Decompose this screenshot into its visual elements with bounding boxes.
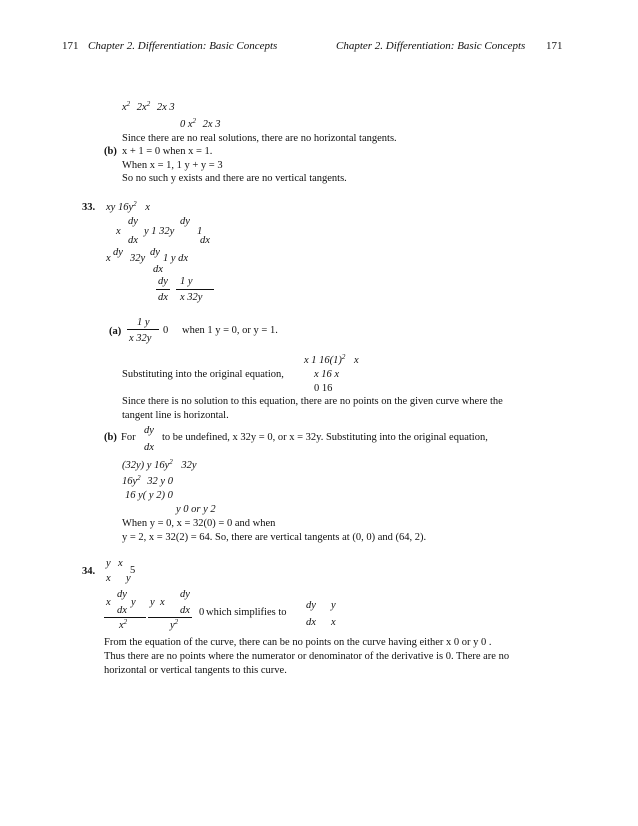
text-line: which simplifies to: [206, 607, 287, 618]
problem-number: 34.: [82, 566, 96, 577]
frac-denominator: x 32y: [129, 333, 152, 344]
eq-exponent: 2: [169, 458, 173, 466]
eq-exponent: 2: [133, 200, 137, 208]
eq-term: (32y) y 16y: [122, 460, 170, 471]
frac-numerator: dy: [150, 247, 160, 258]
text-line: When x = 1, 1 y + y = 3: [122, 160, 223, 171]
text-line: For: [121, 432, 136, 443]
eq-line: [304, 355, 359, 367]
frac-numerator: dy: [128, 216, 138, 227]
eq-line: 16 y( y 2) 0: [125, 490, 173, 501]
text-line: So no such y exists and there are no vertical tangents.: [122, 173, 347, 184]
frac-denominator: dx: [128, 235, 138, 246]
eq-exponent: 2: [123, 618, 128, 626]
frac-numerator: 1 y: [137, 317, 150, 328]
text-line: Since there is no solution to this equation, there are no points on the given curve where the: [122, 396, 503, 407]
text-line: Thus there are no points where the numerator or denominator of the derivative is 0. There are no: [104, 651, 510, 662]
text-line: to be undefined, x 32y = 0, or x = 32y. Substituting into the original equation,: [162, 432, 488, 443]
eq-term: x 1 16(1): [304, 355, 342, 366]
frac-numerator: y: [106, 558, 111, 569]
eq-term: 32 y 0: [147, 476, 173, 487]
eq-term: x: [119, 620, 124, 631]
eq-term: x: [106, 253, 111, 264]
frac-denominator: dx: [180, 605, 190, 616]
eq-term: 0 x: [180, 119, 193, 130]
frac-denominator: dx: [158, 292, 168, 303]
frac-denominator: x: [331, 617, 336, 628]
eq-term: x: [106, 597, 111, 608]
eq-term: 5: [130, 565, 136, 576]
eq-term: x: [160, 597, 165, 608]
eq-term: y: [150, 597, 155, 608]
frac-numerator: dy: [144, 425, 154, 436]
eq-line: [122, 476, 173, 488]
frac-denominator: x: [106, 573, 111, 584]
part-label: (a): [109, 326, 122, 337]
frac-denominator: dx: [117, 605, 127, 616]
frac-denominator: dx: [144, 442, 154, 453]
equation: [106, 202, 150, 214]
eq-exponent: 2: [174, 618, 179, 626]
eq-term: x: [354, 355, 359, 366]
eq-term: 2x 3: [156, 102, 175, 113]
frac-numerator: dy: [117, 589, 127, 600]
eq-term: x: [145, 202, 150, 213]
frac-denominator: x 32y: [180, 292, 203, 303]
problem-number: 33.: [82, 202, 96, 213]
eq-term: 2x 3: [202, 119, 221, 130]
eq-term: y: [170, 620, 175, 631]
frac-numerator: 1 y: [180, 276, 193, 287]
eq-term: 16y: [122, 476, 138, 487]
fraction-bar: [176, 289, 214, 290]
frac-denominator: dx: [306, 617, 316, 628]
frac-numerator: dy: [180, 589, 190, 600]
eq-term: 32y: [130, 253, 146, 264]
eq-line: 0 16: [314, 383, 333, 394]
eq-exponent: 2: [146, 100, 151, 108]
eq-term: 1: [197, 226, 203, 237]
text-line: Substituting into the original equation,: [122, 369, 284, 380]
fraction-bar: [156, 289, 170, 290]
frac-denominator: [170, 620, 178, 632]
conclusion-text: Since there are no real solutions, there are no horizontal tangents.: [122, 133, 397, 144]
eq-term: 2x: [136, 102, 147, 113]
part-label: (b): [104, 432, 117, 443]
eq-exponent: 2: [192, 117, 197, 125]
part-label: (b): [104, 146, 117, 157]
eq-exponent: 2: [341, 353, 346, 361]
eq-term: 1 y dx: [163, 253, 189, 264]
text-line: When y = 0, x = 32(0) = 0 and when: [122, 518, 276, 529]
text-line: horizontal or vertical tangents to this curve.: [104, 665, 287, 676]
eq-term: xy 16y: [106, 202, 134, 213]
eq-line: [122, 460, 197, 472]
frac-denominator: [119, 620, 127, 632]
eq-term: 0: [199, 607, 205, 618]
eq-term: y: [131, 597, 136, 608]
eq-exponent: 2: [126, 100, 131, 108]
eq-line: y 0 or y 2: [176, 504, 216, 515]
eq-term: x: [116, 226, 121, 237]
frac-numerator: dy: [158, 276, 168, 287]
text-line: x + 1 = 0 when x = 1.: [122, 146, 213, 157]
eq-term: 0: [163, 325, 169, 336]
eq-term: x: [122, 102, 127, 113]
frac-denominator: dx: [153, 264, 163, 275]
fraction-bar: [127, 329, 159, 330]
page-number-left: 171: [62, 40, 79, 52]
eq-line: x 16 x: [314, 369, 340, 380]
frac-numerator: dy: [306, 600, 316, 611]
frac-numerator: y: [331, 600, 336, 611]
text-line: when 1 y = 0, or y = 1.: [182, 325, 278, 336]
eq-line: [122, 102, 175, 114]
text-line: y = 2, x = 32(2) = 64. So, there are vertical tangents at (0, 0) and (64, 2).: [122, 532, 427, 543]
chapter-title-left: Chapter 2. Differentiation: Basic Concepts: [88, 40, 278, 52]
eq-term: y 1 32y: [144, 226, 175, 237]
fraction-bar: [148, 617, 192, 618]
eq-exponent: 2: [137, 474, 141, 482]
frac-denominator: dx: [200, 235, 210, 246]
frac-numerator: dy: [113, 247, 123, 258]
text-line: tangent line is horizontal.: [122, 410, 229, 421]
frac-denominator: y: [126, 573, 131, 584]
text-line: From the equation of the curve, there can be no points on the curve having either x 0 or y 0 .: [104, 637, 492, 648]
page-number-right: 171: [546, 40, 563, 52]
eq-line: [180, 119, 220, 131]
chapter-title-right: Chapter 2. Differentiation: Basic Concepts: [336, 40, 526, 52]
frac-numerator: dy: [180, 216, 190, 227]
frac-numerator: x: [118, 558, 123, 569]
eq-term: 32y: [181, 460, 197, 471]
